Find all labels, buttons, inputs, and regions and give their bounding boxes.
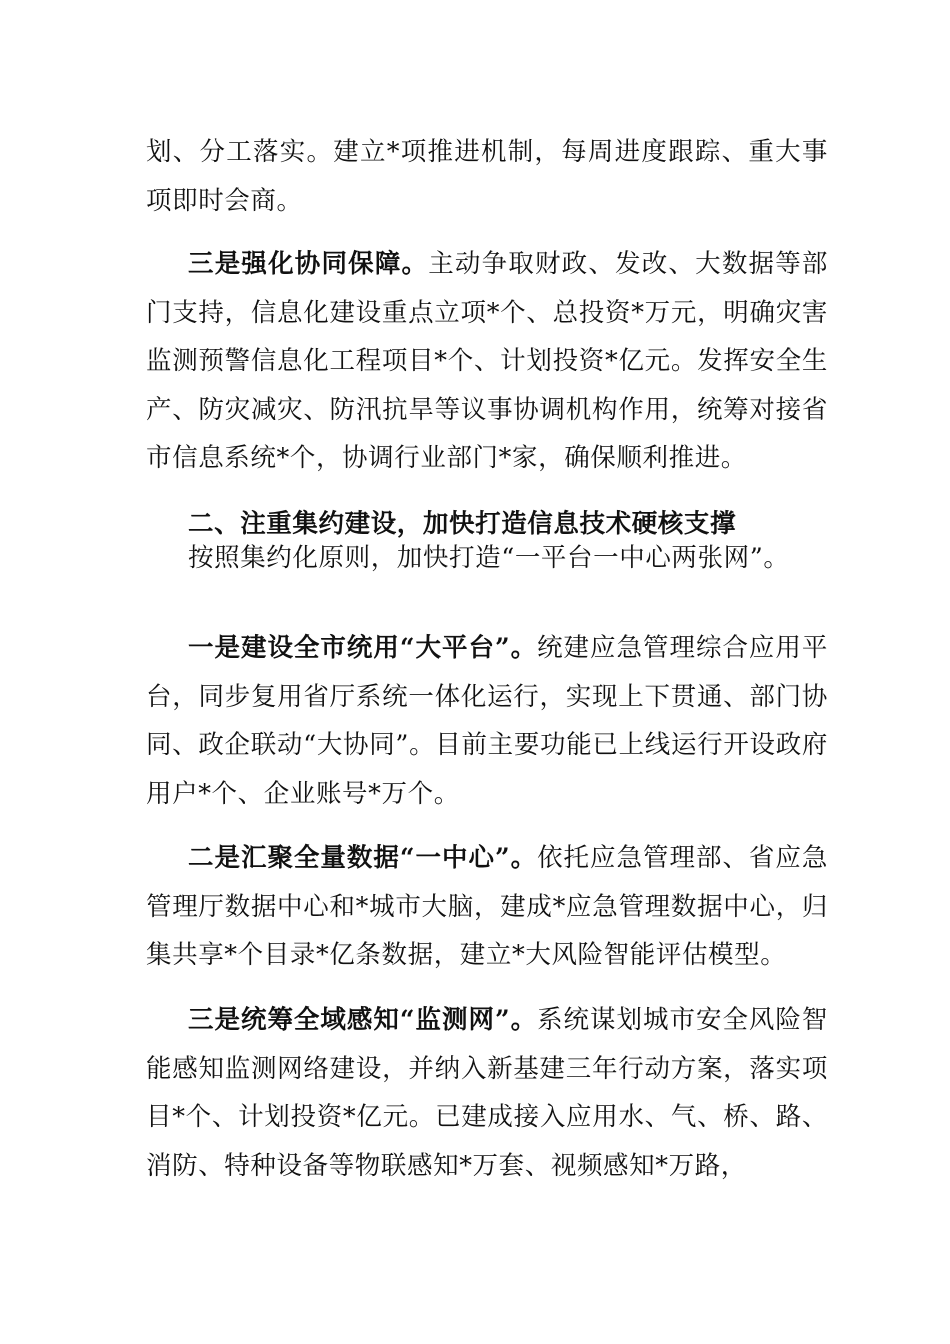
paragraph-continued <box>146 128 828 225</box>
paragraph-monitoring-network <box>146 996 828 1190</box>
paragraph-data-center <box>146 834 828 980</box>
paragraph-body: 系统谋划城市安全风险智能感知监测网络建设，并纳入新基建三年行动方案，落实项目*个、计划投资*亿元。已建成接入应用水、气、桥、路、消防、特种设备等物联感知*万套、视频感知*万路， <box>146 1005 828 1181</box>
paragraph-lead: 三是强化协同保障。 <box>188 249 429 279</box>
paragraph-lead: 二是汇聚全量数据“一中心”。 <box>188 843 538 873</box>
section-heading: 二、注重集约建设，加快打造信息技术硬核支撑 <box>188 509 737 539</box>
paragraph-body: 划、分工落实。建立*项推进机制，每周进度跟踪、重大事项即时会商。 <box>146 137 828 216</box>
paragraph-body: 统建应急管理综合应用平台，同步复用省厅系统一体化运行，实现上下贯通、部门协同、政企联动“大协同”。目前主要功能已上线运行开设政府用户*个、企业账号*万个。 <box>146 633 828 809</box>
paragraph-platform <box>146 624 828 818</box>
paragraph-body: 按照集约化原则，加快打造“一平台一中心两张网”。 <box>188 543 790 573</box>
paragraph-lead: 三是统筹全域感知“监测网”。 <box>188 1005 538 1035</box>
paragraph-body: 主动争取财政、发改、大数据等部门支持，信息化建设重点立项*个、总投资*万元，明确灾害监测预警信息化工程项目*个、计划投资*亿元。发挥安全生产、防灾减灾、防汛抗旱等议事协调机构作用，统筹对接省市信息系统*个，协调行业部门*家，确保顺利推进。 <box>146 249 828 473</box>
paragraph-intro <box>146 534 828 583</box>
paragraph-body: 依托应急管理部、省应急管理厅数据中心和*城市大脑，建成*应急管理数据中心，归集共享*个目录*亿条数据，建立*大风险智能评估模型。 <box>146 843 828 970</box>
paragraph-lead: 一是建设全市统用“大平台”。 <box>188 633 538 663</box>
paragraph-coordination-guarantee <box>146 240 828 483</box>
